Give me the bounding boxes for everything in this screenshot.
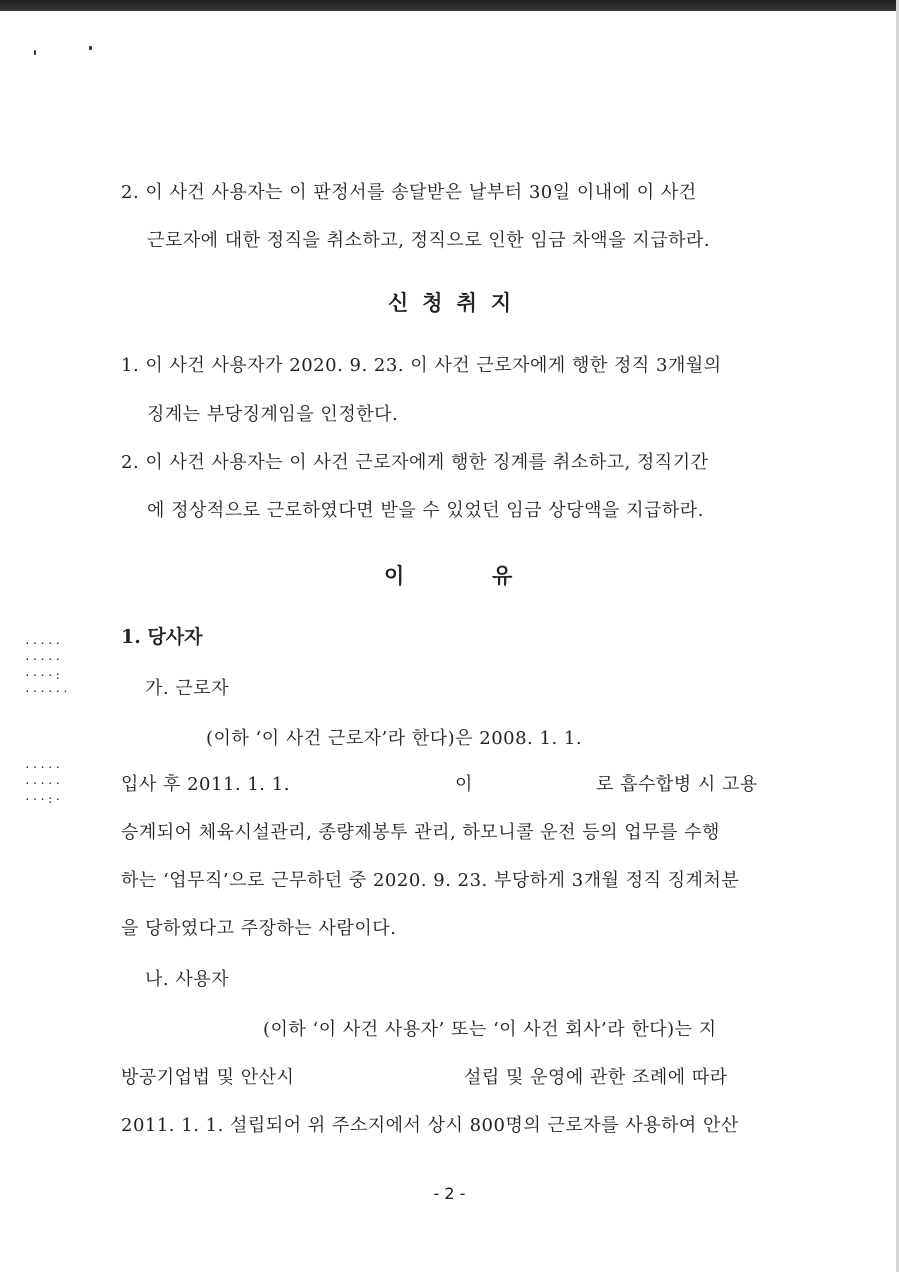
scan-top-edge [0,0,899,11]
claim-item1-line1: 1. 이 사건 사용자가 2020. 9. 23. 이 사건 근로자에게 행한 정직 3개월의 [121,355,722,376]
sub-a-title: 가. 근로자 [145,678,229,699]
sub-a-line5: 을 당하였다고 주장하는 사람이다. [121,918,397,939]
claim-item1-line2: 징계는 부당징계임을 인정한다. [147,404,399,425]
sub-a-line2-mid: 이 [455,774,473,795]
decision-item2-line2: 근로자에 대한 정직을 취소하고, 정직으로 인한 임금 차액을 지급하라. [147,230,711,251]
sub-b-line3: 2011. 1. 1. 설립되어 위 주소지에서 상시 800명의 근로자를 사용하여 안산 [121,1115,739,1136]
left-margin-dots-top: ····· ····· ····: ······ [24,637,70,698]
section1-title: 1. 당사자 [121,626,203,648]
reasons-heading-right: 유 [492,563,513,588]
sub-a-line2-left: 입사 후 2011. 1. 1. [121,774,290,795]
claim-item2-line1: 2. 이 사건 사용자는 이 사건 근로자에게 행한 징계를 취소하고, 정직기간 [121,452,709,473]
decision-item2-line1: 2. 이 사건 사용자는 이 판정서를 송달받은 날부터 30일 이내에 이 사건 [121,182,697,203]
sub-b-line2-left: 방공기업법 및 안산시 [121,1067,295,1088]
sub-a-line4: 하는 ‘업무직’으로 근무하던 중 2020. 9. 23. 부당하게 3개월 정직 징계처분 [121,870,740,891]
sub-b-line2-right: 설립 및 운영에 관한 조례에 따라 [464,1067,728,1088]
sub-b-title: 나. 사용자 [145,969,229,990]
left-margin-dots-bottom: ····· ····· ···:· [24,761,63,806]
scan-speck [89,46,92,50]
claim-item2-line2: 에 정상적으로 근로하였다면 받을 수 있었던 임금 상당액을 지급하라. [147,500,704,521]
sub-a-line3: 승계되어 체육시설관리, 종량제봉투 관리, 하모니콜 운전 등의 업무를 수행 [121,822,720,843]
claim-heading: 신청취지 [388,290,526,315]
scan-speck [34,50,36,55]
sub-a-line2-right: 로 흡수합병 시 고용 [596,774,758,795]
page-number: - 2 - [433,1184,466,1203]
sub-a-line1: (이하 ‘이 사건 근로자’라 한다)은 2008. 1. 1. [206,728,583,749]
sub-b-line1: (이하 ‘이 사건 사용자’ 또는 ‘이 사건 회사’라 한다)는 지 [263,1019,717,1040]
reasons-heading-left: 이 [384,563,405,588]
